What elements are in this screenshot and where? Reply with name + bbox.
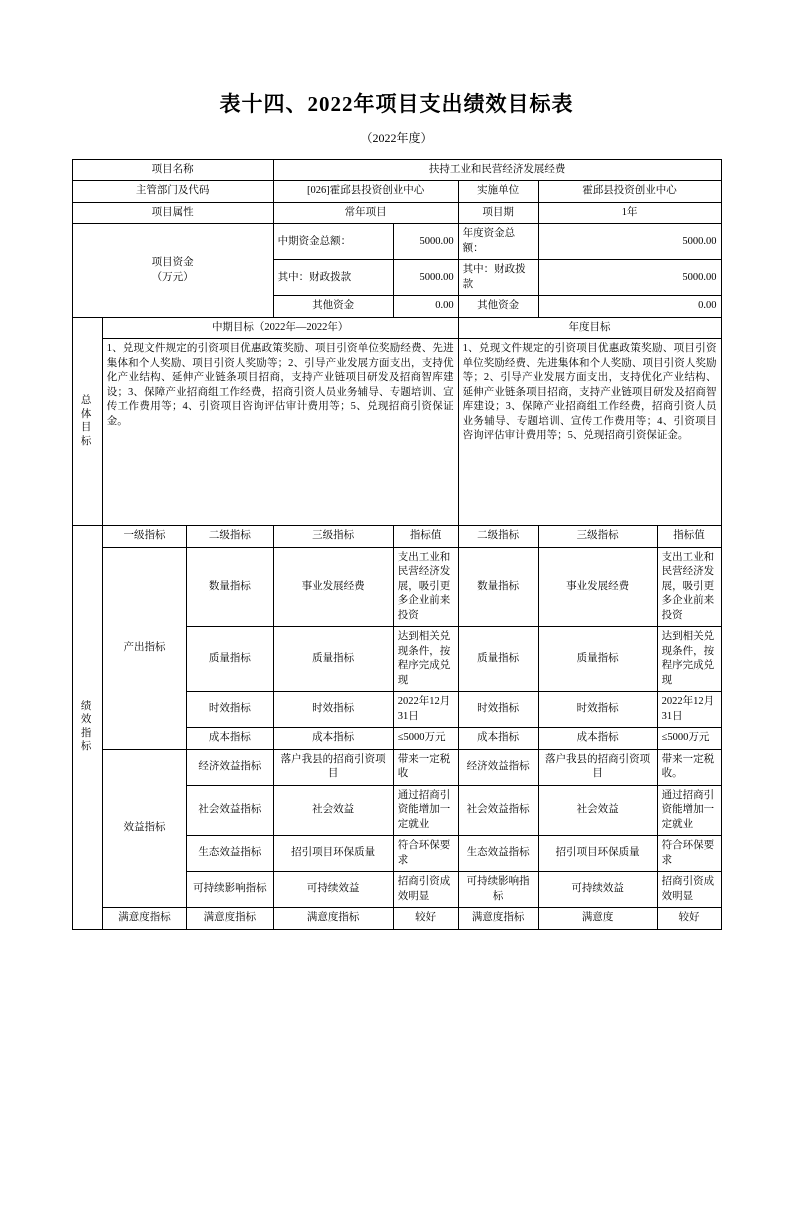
perf-cell-level3-b: 满意度	[538, 908, 657, 929]
overall-year-header: 年度目标	[458, 317, 721, 338]
funds-label-line1: 项目资金	[151, 257, 194, 269]
perf-cell-level2: 成本指标	[187, 728, 274, 749]
table-row	[72, 749, 721, 785]
mid-fiscal-label: 其中：财政拨款	[273, 260, 393, 296]
document-page	[0, 88, 793, 1210]
perf-cell-level3-b: 质量指标	[538, 627, 657, 692]
dept-value: [026]霍邱县投资创业中心	[273, 181, 458, 202]
perf-cell-level3-b: 可持续效益	[538, 872, 657, 908]
perf-cell-level2: 质量指标	[187, 627, 274, 692]
perf-cell-value-b: 通过招商引资能增加一定就业	[657, 785, 721, 835]
page-subtitle: （2022年度）	[360, 131, 433, 145]
table-row	[72, 908, 721, 929]
perf-header-value-b: 指标值	[657, 526, 721, 547]
perf-cell-level2: 可持续影响指标	[187, 872, 274, 908]
perf-header-value: 指标值	[393, 526, 458, 547]
perf-cell-value-b: 支出工业和民营经济发展，吸引更多企业前来投资	[657, 547, 721, 626]
perf-cell-value-b: 符合环保要求	[657, 836, 721, 872]
mid-fiscal-value: 5000.00	[393, 260, 458, 296]
perf-cell-level2: 经济效益指标	[187, 749, 274, 785]
project-name-value: 扶持工业和民营经济发展经费	[273, 160, 721, 181]
perf-cell-level2-b: 数量指标	[458, 547, 538, 626]
perf-cell-level2: 时效指标	[187, 692, 274, 728]
unit-value: 霍邱县投资创业中心	[538, 181, 721, 202]
perf-cell-value-b: 带来一定税收。	[657, 749, 721, 785]
perf-cell-value: 通过招商引资能增加一定就业	[393, 785, 458, 835]
perf-cell-level3: 成本指标	[273, 728, 393, 749]
table-row	[72, 526, 721, 547]
perf-cell-level3: 招引项目环保质量	[273, 836, 393, 872]
funds-label-line2: （万元）	[151, 271, 194, 283]
year-total-value: 5000.00	[538, 224, 721, 260]
perf-cell-level3-b: 事业发展经费	[538, 547, 657, 626]
mid-total-value: 5000.00	[393, 224, 458, 260]
mid-other-value: 0.00	[393, 296, 458, 317]
table-row	[72, 317, 721, 338]
perf-cell-level3: 事业发展经费	[273, 547, 393, 626]
perf-cell-level2-b: 可持续影响指标	[458, 872, 538, 908]
year-fiscal-label: 其中：财政拨款	[458, 260, 538, 296]
year-fiscal-value: 5000.00	[538, 260, 721, 296]
perf-cell-level2-b: 质量指标	[458, 627, 538, 692]
perf-group-level1-benefit: 效益指标	[102, 749, 186, 907]
period-label: 项目期	[458, 202, 538, 223]
perf-cell-value-b: 达到相关兑现条件，按程序完成兑现	[657, 627, 721, 692]
attr-label: 项目属性	[72, 202, 273, 223]
perf-cell-value: 2022年12月31日	[393, 692, 458, 728]
perf-cell-level2-b: 生态效益指标	[458, 836, 538, 872]
project-name-label: 项目名称	[72, 160, 273, 181]
perf-header-level3: 三级指标	[273, 526, 393, 547]
overall-mid-header: 中期目标（2022年—2022年）	[102, 317, 458, 338]
perf-row-label: 绩效指标	[72, 526, 102, 929]
table-row	[72, 339, 721, 526]
unit-label: 实施单位	[458, 181, 538, 202]
perf-cell-value: ≤5000万元	[393, 728, 458, 749]
perf-cell-level3: 社会效益	[273, 785, 393, 835]
perf-header-level2-b: 二级指标	[458, 526, 538, 547]
attr-value: 常年项目	[273, 202, 458, 223]
perf-header-level3-b: 三级指标	[538, 526, 657, 547]
perf-cell-level2-b: 成本指标	[458, 728, 538, 749]
perf-cell-level3-b: 成本指标	[538, 728, 657, 749]
perf-cell-value: 招商引资成效明显	[393, 872, 458, 908]
perf-cell-value-b: 招商引资成效明显	[657, 872, 721, 908]
perf-cell-level3: 满意度指标	[273, 908, 393, 929]
perf-cell-level3: 质量指标	[273, 627, 393, 692]
perf-cell-level3-b: 社会效益	[538, 785, 657, 835]
dept-label: 主管部门及代码	[72, 181, 273, 202]
mid-total-label: 中期资金总额：	[273, 224, 393, 260]
perf-cell-level3: 时效指标	[273, 692, 393, 728]
year-other-value: 0.00	[538, 296, 721, 317]
perf-cell-level2: 数量指标	[187, 547, 274, 626]
overall-mid-text: 1、兑现文件规定的引资项目优惠政策奖励、项目引资单位奖励经费、先进集体和个人奖励、项目引资人奖励等；2、引导产业发展方面支出，支持优化产业结构、延伸产业链条项目招商，支持产业链项目研发及招商智库建设；3、保障产业招商组工作经费，招商引资人员业务辅导、专题培训、宣传工作费用等；4、引资项目咨询评估审计费用等；5、兑现招商引资保证金。	[102, 339, 458, 526]
overall-year-text: 1、兑现文件规定的引资项目优惠政策奖励、项目引资单位奖励经费、先进集体和个人奖励、项目引资人奖励等；2、引导产业发展方面支出，支持优化产业结构、延伸产业链条项目招商，支持产业链项目研发及招商智库建设；3、保障产业招商组工作经费，招商引资人员业务辅导、专题培训、宣传工作费用等；4、引资项目咨询评估审计费用等；5、兑现招商引资保证金。	[458, 339, 721, 526]
perf-group-level1-output: 产出指标	[102, 547, 186, 749]
perf-cell-value: 较好	[393, 908, 458, 929]
funds-label	[72, 224, 273, 317]
perf-cell-level3-b: 招引项目环保质量	[538, 836, 657, 872]
perf-cell-level2-b: 经济效益指标	[458, 749, 538, 785]
perf-cell-value: 带来一定税收	[393, 749, 458, 785]
perf-cell-value-b: 2022年12月31日	[657, 692, 721, 728]
perf-cell-level3: 可持续效益	[273, 872, 393, 908]
overall-goal-row-label: 总体目标	[72, 317, 102, 525]
year-other-label: 其他资金	[458, 296, 538, 317]
perf-group-level1-satisfaction: 满意度指标	[102, 908, 186, 929]
perf-cell-level3: 落户我县的招商引资项目	[273, 749, 393, 785]
year-total-label: 年度资金总额：	[458, 224, 538, 260]
perf-cell-value: 符合环保要求	[393, 836, 458, 872]
page-title: 表十四、2022年项目支出绩效目标表	[219, 92, 574, 116]
table-row	[72, 181, 721, 202]
perf-cell-value-b: ≤5000万元	[657, 728, 721, 749]
mid-other-label: 其他资金	[273, 296, 393, 317]
perf-cell-level3-b: 时效指标	[538, 692, 657, 728]
perf-cell-level2-b: 满意度指标	[458, 908, 538, 929]
table-row	[72, 160, 721, 181]
table-row	[72, 547, 721, 626]
table-row	[72, 224, 721, 260]
performance-target-table	[72, 159, 722, 930]
perf-cell-value: 达到相关兑现条件，按程序完成兑现	[393, 627, 458, 692]
period-value: 1年	[538, 202, 721, 223]
perf-cell-value: 支出工业和民营经济发展，吸引更多企业前来投资	[393, 547, 458, 626]
perf-cell-level3-b: 落户我县的招商引资项目	[538, 749, 657, 785]
perf-header-level2: 二级指标	[187, 526, 274, 547]
perf-cell-level2: 社会效益指标	[187, 785, 274, 835]
perf-cell-level2: 满意度指标	[187, 908, 274, 929]
perf-cell-value-b: 较好	[657, 908, 721, 929]
perf-cell-level2-b: 时效指标	[458, 692, 538, 728]
perf-cell-level2: 生态效益指标	[187, 836, 274, 872]
perf-cell-level2-b: 社会效益指标	[458, 785, 538, 835]
perf-header-level1: 一级指标	[102, 526, 186, 547]
table-row	[72, 202, 721, 223]
